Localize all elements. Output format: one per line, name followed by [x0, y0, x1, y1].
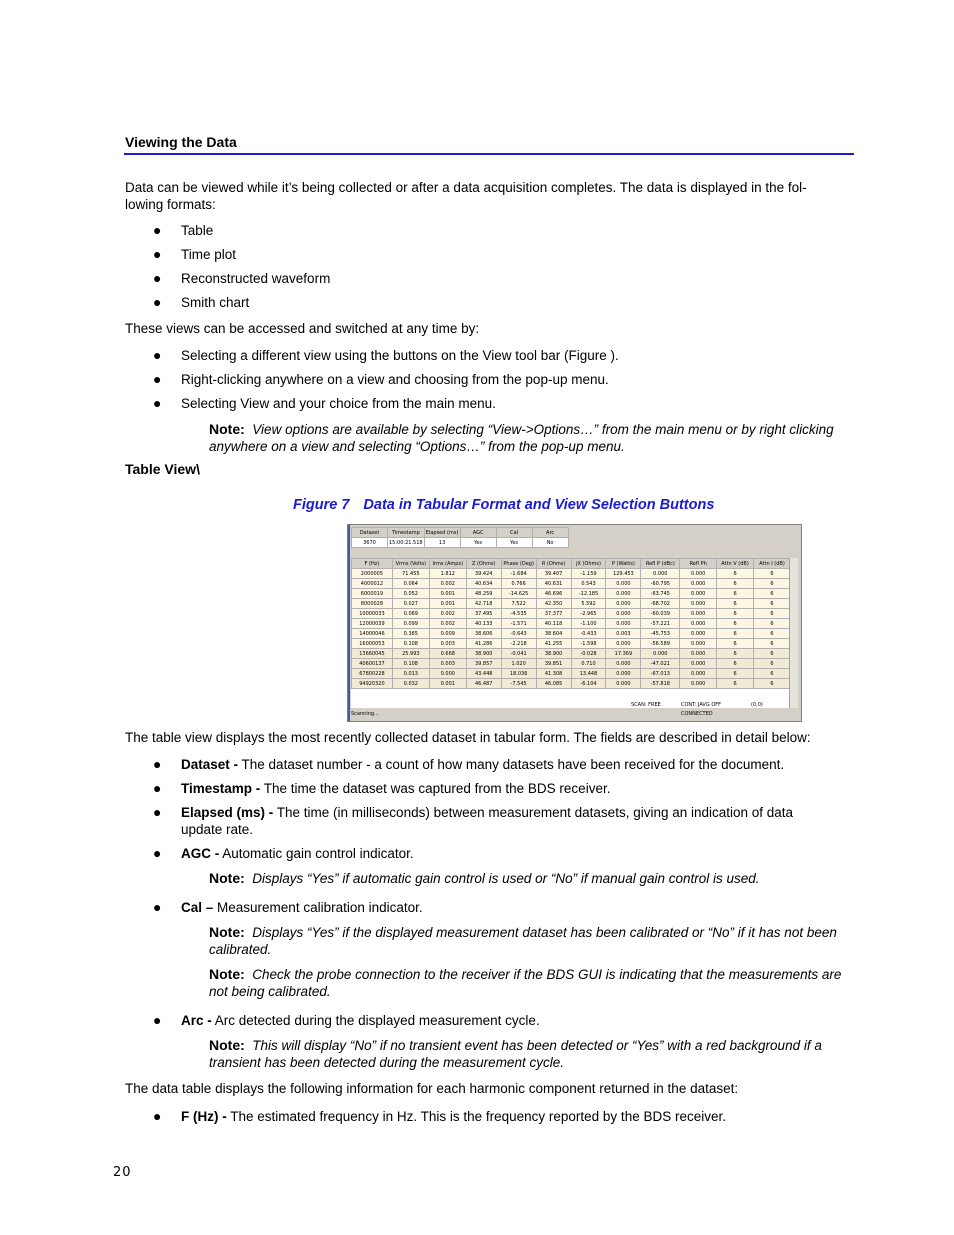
table-cell: 0.000 [606, 679, 641, 689]
table-cell: 0.000 [680, 639, 717, 649]
table-cell: 13.448 [571, 669, 606, 679]
table-cell: 0.001 [429, 589, 466, 599]
table-description: The table view displays the most recently collected dataset in tabular form. The fields are described in detail below: [125, 730, 811, 745]
table-cell: 40.634 [466, 579, 501, 589]
data-table [351, 558, 791, 689]
table-cell: 6 [754, 619, 791, 629]
bullet-icon: ● [153, 347, 162, 363]
bullet-icon: ● [153, 395, 162, 411]
table-cell: -1.684 [501, 569, 536, 579]
table-cell: -14.625 [501, 589, 536, 599]
table-cell: -60.795 [641, 579, 680, 589]
table-cell: 0.013 [392, 669, 429, 679]
intro-line-2: lowing formats: [125, 197, 216, 212]
table-cell: 6 [754, 569, 791, 579]
table-cell: 10000033 [352, 609, 393, 619]
table-cell: 0.003 [429, 639, 466, 649]
table-cell: -1.598 [571, 639, 606, 649]
table-cell: 71.455 [392, 569, 429, 579]
note-cal-1: Note: Displays “Yes” if the displayed measurement dataset has been calibrated or “No” if it has not been calibrated. [209, 924, 837, 957]
table-row [352, 639, 791, 649]
table-cell: -45.753 [641, 629, 680, 639]
table-cell: -0.041 [501, 649, 536, 659]
note-agc: Note: Displays “Yes” if automatic gain control is used or “No” if manual gain control is used. [209, 870, 760, 886]
table-cell: 12000039 [352, 619, 393, 629]
note-cal-2: Note: Check the probe connection to the receiver if the BDS GUI is indicating that the measurements are not being calibrated. [209, 966, 842, 999]
summary-value: No [532, 538, 568, 548]
column-header[interactable]: Irms (Amps) [429, 559, 466, 569]
table-cell: 6000019 [352, 589, 393, 599]
table-cell: 38.604 [536, 629, 571, 639]
table-cell: 0.000 [680, 579, 717, 589]
bullet-icon: ● [153, 371, 162, 387]
table-cell: 6 [717, 679, 754, 689]
summary-header: Dataset [352, 528, 388, 538]
summary-value: Yes [496, 538, 532, 548]
table-cell: 0.000 [680, 609, 717, 619]
table-cell: 0.000 [680, 589, 717, 599]
table-cell: 0.000 [641, 569, 680, 579]
table-cell: 13660045 [352, 649, 393, 659]
table-row [352, 679, 791, 689]
table-cell: -4.535 [501, 609, 536, 619]
table-cell: -1.571 [501, 619, 536, 629]
table-cell: 40600137 [352, 659, 393, 669]
table-cell: 0.710 [571, 659, 606, 669]
table-cell: -1.100 [571, 619, 606, 629]
table-cell: 0.003 [429, 659, 466, 669]
table-cell: 42.350 [536, 599, 571, 609]
table-cell: 6 [717, 589, 754, 599]
table-cell: 5.592 [571, 599, 606, 609]
table-cell: 6 [754, 589, 791, 599]
data-table-container [351, 558, 791, 708]
table-cell: 94920320 [352, 679, 393, 689]
summary-header: Cal [496, 528, 532, 538]
table-cell: 0.000 [680, 569, 717, 579]
table-cell: 6 [717, 639, 754, 649]
table-cell: 38.900 [466, 649, 501, 659]
summary-header: Arc [532, 528, 568, 538]
table-cell: 0.002 [429, 579, 466, 589]
table-cell: 6 [717, 619, 754, 629]
column-header[interactable]: F (Hz) [352, 559, 393, 569]
table-row [352, 589, 791, 599]
bullet-icon: ● [153, 270, 162, 286]
table-cell: 6 [754, 629, 791, 639]
table-cell: 41.308 [536, 669, 571, 679]
table-row [352, 569, 791, 579]
bullet-icon: ● [153, 1108, 162, 1124]
table-cell: -60.039 [641, 609, 680, 619]
table-cell: 0.000 [641, 649, 680, 659]
table-cell: 40.631 [536, 579, 571, 589]
table-cell: 0.000 [606, 589, 641, 599]
table-cell: 0.000 [680, 659, 717, 669]
table-cell: 6 [717, 599, 754, 609]
table-cell: 2000005 [352, 569, 393, 579]
table-cell: 6 [754, 669, 791, 679]
access-intro: These views can be accessed and switched at any time by: [125, 321, 480, 336]
table-cell: 0.002 [429, 619, 466, 629]
table-cell: 6 [754, 679, 791, 689]
table-row [352, 669, 791, 679]
section-rule [124, 153, 854, 155]
bullet-icon: ● [153, 1012, 162, 1028]
table-cell: 0.000 [606, 599, 641, 609]
summary-value: 3670 [352, 538, 388, 548]
table-cell: 0.000 [606, 609, 641, 619]
table-cell: 1.812 [429, 569, 466, 579]
table-cell: -6.104 [571, 679, 606, 689]
summary-header: AGC [460, 528, 496, 538]
table-cell: 16000053 [352, 639, 393, 649]
note-arc: Note: This will display “No” if no transient event has been detected or “Yes” with a red background if a transient has been detected during the measurement cycle. [209, 1037, 822, 1070]
table-cell: 38.606 [466, 629, 501, 639]
harmonic-intro: The data table displays the following information for each harmonic component returned in the dataset: [125, 1081, 739, 1096]
table-cell: 6 [754, 649, 791, 659]
table-cell: -1.159 [571, 569, 606, 579]
bullet-icon: ● [153, 756, 162, 772]
table-cell: 0.668 [429, 649, 466, 659]
status-scan: SCAN: FREE [631, 702, 661, 708]
table-cell: 0.064 [392, 579, 429, 589]
column-header[interactable]: Refl P (dBc) [641, 559, 680, 569]
table-cell: 43.448 [466, 669, 501, 679]
table-cell: 37.377 [536, 609, 571, 619]
table-cell: 0.000 [606, 619, 641, 629]
table-cell: 0.000 [680, 599, 717, 609]
table-cell: 0.001 [429, 599, 466, 609]
table-cell: 0.001 [429, 679, 466, 689]
table-cell: 0.099 [392, 619, 429, 629]
table-cell: 0.069 [392, 609, 429, 619]
table-cell: 40.133 [466, 619, 501, 629]
table-cell: 41.255 [536, 639, 571, 649]
figure-caption: Figure 7 Data in Tabular Format and View Selection Buttons [293, 497, 715, 513]
status-cont: CONT: JAVG OFF [681, 702, 722, 708]
table-row [352, 659, 791, 669]
table-cell: 0.000 [606, 579, 641, 589]
table-cell: 6 [717, 629, 754, 639]
table-cell: 0.000 [680, 619, 717, 629]
table-cell: 6 [717, 659, 754, 669]
column-header[interactable]: jX (Ohms) [571, 559, 606, 569]
summary-value: Yes [460, 538, 496, 548]
table-cell: 41.286 [466, 639, 501, 649]
table-cell: -0.643 [501, 629, 536, 639]
table-cell: 25.993 [392, 649, 429, 659]
table-cell: -0.028 [571, 649, 606, 659]
bullet-icon: ● [153, 222, 162, 238]
table-cell: -68.702 [641, 599, 680, 609]
table-cell: 46.696 [536, 589, 571, 599]
table-row [352, 629, 791, 639]
status-coord: (0,0) [751, 702, 763, 708]
table-cell: 18.036 [501, 669, 536, 679]
table-cell: 6 [754, 659, 791, 669]
table-view-screenshot [347, 524, 802, 722]
table-cell: 0.000 [680, 679, 717, 689]
table-cell: 48.259 [466, 589, 501, 599]
table-cell: 0.000 [680, 669, 717, 679]
table-cell: 8000028 [352, 599, 393, 609]
table-cell: 7.522 [501, 599, 536, 609]
note-view-options: Note: View options are available by selecting “View->Options…” from the main menu or by right clicking anywhere on a view and selecting “Options…” from the pop-up menu. [209, 421, 834, 454]
table-cell: 0.002 [429, 609, 466, 619]
summary-header: Elapsed (ms) [425, 529, 459, 536]
table-cell: 46.085 [536, 679, 571, 689]
table-cell: 39.851 [536, 659, 571, 669]
table-cell: 6 [717, 569, 754, 579]
table-cell: 17.369 [606, 649, 641, 659]
table-cell: 67800228 [352, 669, 393, 679]
bullet-icon: ● [153, 780, 162, 796]
status-text: Scanning... [351, 711, 379, 717]
table-cell: 6 [717, 669, 754, 679]
table-cell: 6 [754, 599, 791, 609]
table-cell: 0.032 [392, 679, 429, 689]
table-cell: -56.589 [641, 639, 680, 649]
vertical-scrollbar[interactable] [789, 558, 798, 708]
summary-value: 15:00:21.518 [389, 539, 423, 546]
table-cell: -0.433 [571, 629, 606, 639]
table-cell: 6 [717, 579, 754, 589]
column-header[interactable]: R (Ohms) [536, 559, 571, 569]
column-header[interactable]: Refl Ph [680, 559, 717, 569]
column-header[interactable]: Phase (Deg) [501, 559, 536, 569]
summary-header: Timestamp [388, 528, 425, 538]
column-header[interactable]: Attn V (dB) [717, 559, 754, 569]
section-title: Viewing the Data [125, 134, 237, 150]
column-header[interactable]: Vrms (Volts) [392, 559, 429, 569]
table-cell: 0.003 [606, 629, 641, 639]
table-row [352, 649, 791, 659]
table-cell: 0.000 [680, 649, 717, 659]
table-cell: 39.424 [466, 569, 501, 579]
table-cell: -2.218 [501, 639, 536, 649]
table-cell: 0.009 [429, 629, 466, 639]
table-cell: 46.487 [466, 679, 501, 689]
table-cell: 0.000 [429, 669, 466, 679]
column-header[interactable]: P (Watts) [606, 559, 641, 569]
table-cell: 0.052 [392, 589, 429, 599]
table-cell: -2.965 [571, 609, 606, 619]
summary-table [351, 527, 569, 548]
table-cell: -57.818 [641, 679, 680, 689]
table-row [352, 599, 791, 609]
table-cell: 0.000 [606, 659, 641, 669]
table-cell: -63.745 [641, 589, 680, 599]
table-cell: 0.365 [392, 629, 429, 639]
table-cell: 0.766 [501, 579, 536, 589]
table-cell: -12.185 [571, 589, 606, 599]
table-cell: 0.108 [392, 639, 429, 649]
table-cell: -57.221 [641, 619, 680, 629]
table-view-title: Table View\ [125, 461, 200, 477]
table-cell: 37.495 [466, 609, 501, 619]
table-cell: 0.543 [571, 579, 606, 589]
column-header[interactable]: Z (Ohms) [466, 559, 501, 569]
column-header[interactable]: Attn I (dB) [754, 559, 791, 569]
table-cell: 6 [754, 579, 791, 589]
table-row [352, 609, 791, 619]
table-cell: 129.453 [606, 569, 641, 579]
table-row [352, 619, 791, 629]
intro-paragraph [125, 179, 853, 213]
bullet-icon: ● [153, 845, 162, 861]
window-edge [348, 525, 350, 722]
page-number: 20 [113, 1165, 132, 1180]
table-cell: -7.545 [501, 679, 536, 689]
table-cell: 0.027 [392, 599, 429, 609]
bullet-icon: ● [153, 246, 162, 262]
table-cell: 40.118 [536, 619, 571, 629]
table-cell: 39.857 [466, 659, 501, 669]
table-cell: 0.000 [606, 639, 641, 649]
summary-value: 13 [424, 538, 460, 548]
table-cell: 1.020 [501, 659, 536, 669]
table-cell: 42.718 [466, 599, 501, 609]
table-cell: -67.013 [641, 669, 680, 679]
table-cell: -47.021 [641, 659, 680, 669]
table-cell: 6 [754, 609, 791, 619]
intro-line-1: Data can be viewed while it’s being collected or after a data acquisition completes. The data is displayed in the fol- [125, 180, 807, 195]
table-cell: 14000046 [352, 629, 393, 639]
table-cell: 6 [754, 639, 791, 649]
table-row [352, 579, 791, 589]
bullet-icon: ● [153, 899, 162, 915]
bullet-icon: ● [153, 294, 162, 310]
bullet-icon: ● [153, 804, 162, 820]
table-cell: 0.000 [680, 629, 717, 639]
table-cell: 6 [717, 649, 754, 659]
table-cell: 0.000 [606, 669, 641, 679]
status-connection: CONNECTED [681, 711, 713, 717]
table-cell: 39.407 [536, 569, 571, 579]
table-cell: 6 [717, 609, 754, 619]
table-cell: 0.108 [392, 659, 429, 669]
status-bar [351, 702, 800, 720]
table-cell: 38.900 [536, 649, 571, 659]
table-cell: 4000012 [352, 579, 393, 589]
